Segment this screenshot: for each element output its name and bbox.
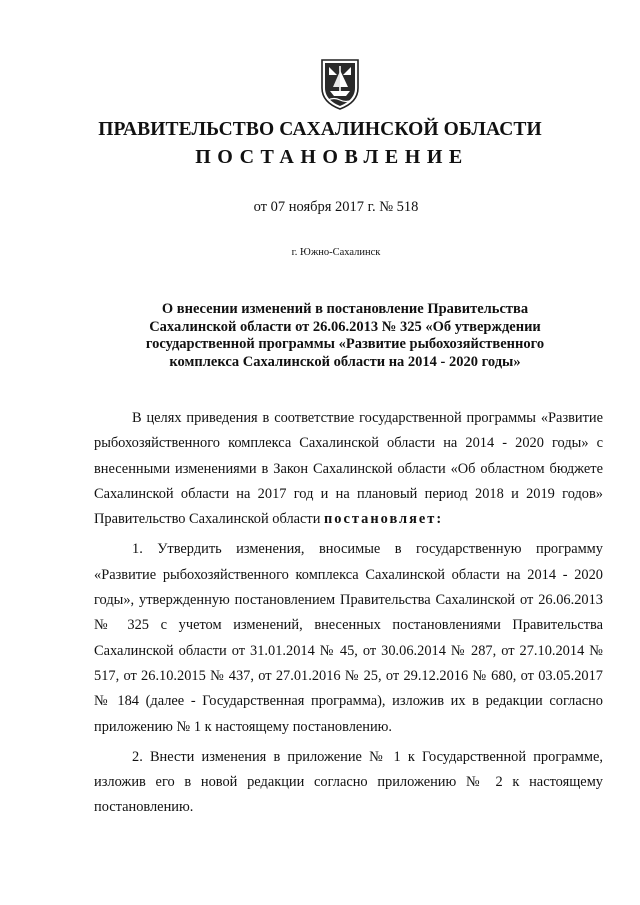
document-date-number: от 07 ноября 2017 г. № 518 [253,199,419,215]
document-body [94,406,603,821]
item-1-paragraph: 1. Утвердить изменения, вносимые в государственную программу «Развитие рыбохозяйственного комплекса Сахалинской области на 2014 - 2020 годы», утвержденную постановлением Правительства Сахалинской от 26.06.2013 № 325 с учетом изменений, внесенных постановлениями Правительства Сахалинской области от 31.01.2014 № 45, от 30.06.2014 № 287, от 27.10.2014 № 517, от 26.10.2015 № 437, от 27.01.2016 № 25, от 29.12.2016 № 680, от 03.05.2017 № 184 (далее - Государственная программа), изложив их в редакции согласно приложению № 1 к настоящему постановлению. [94,541,603,735]
preamble-text: В целях приведения в соответствие государственной программы «Развитие рыбохозяйственного комплекса Сахалинской области на 2014 - 2020 годы» с внесенными изменениями в Закон Сахалинской области «Об областном бюджете Сахалинской области на 2017 год и на плановый период 2018 и 2019 годов» Правительство Сахалинской области [94,410,603,528]
preamble-paragraph [94,406,603,532]
decree-word: постановляет: [324,511,444,528]
document-place: г. Южно-Сахалинск [291,247,381,258]
item-2-paragraph: 2. Внести изменения в приложение № 1 к Государственной программе, изложив его в новой редакции согласно приложению № 2 к настоящему постановлению. [94,748,603,816]
coat-of-arms-icon [320,58,360,110]
document-subject: О внесении изменений в постановление Правительства Сахалинской области от 26.06.2013 № 325 «Об утверждении государственной программы «Развитие рыбохозяйственного комплекса Сахалинской области на 2014 - 2020 годы» [145,301,545,370]
document-type: ПОСТАНОВЛЕНИЕ [195,146,469,168]
government-title: ПРАВИТЕЛЬСТВО САХАЛИНСКОЙ ОБЛАСТИ [98,119,542,140]
